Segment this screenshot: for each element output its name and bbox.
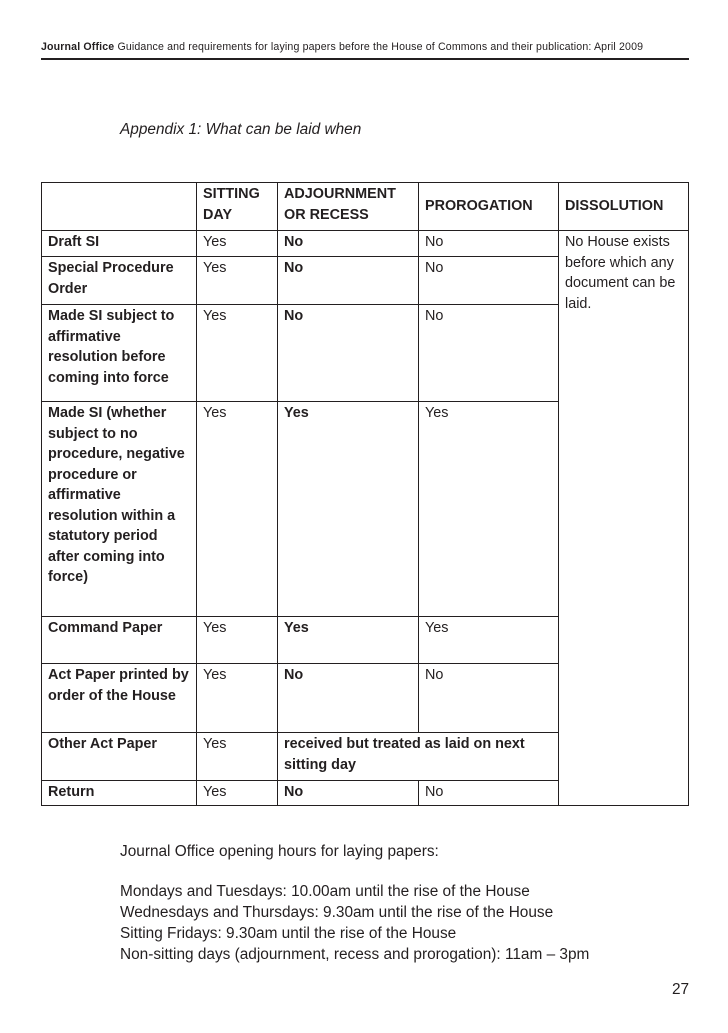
- cell-adjournment: No: [278, 664, 419, 733]
- row-label: Draft SI: [42, 231, 197, 257]
- row-label: Act Paper printed by order of the House: [42, 664, 197, 733]
- cell-prorogation: No: [419, 231, 559, 257]
- hours-line: Mondays and Tuesdays: 10.00am until the rise of the House: [120, 883, 530, 900]
- cell-sitting: Yes: [197, 402, 278, 617]
- cell-sitting: Yes: [197, 257, 278, 305]
- header-empty: [42, 183, 197, 231]
- running-header-office: Journal Office: [41, 41, 115, 53]
- header-adjournment: ADJOURNMENT OR RECESS: [278, 183, 419, 231]
- cell-prorogation: No: [419, 305, 559, 402]
- header-dissolution: DISSOLUTION: [559, 183, 689, 231]
- cell-sitting: Yes: [197, 664, 278, 733]
- cell-sitting: Yes: [197, 305, 278, 402]
- table-row: [42, 231, 689, 257]
- cell-adjournment: No: [278, 305, 419, 402]
- cell-received-merged: received but treated as laid on next sitting day: [278, 733, 559, 781]
- header-sitting-day: SITTING DAY: [197, 183, 278, 231]
- laying-table: [41, 182, 689, 806]
- cell-sitting: Yes: [197, 617, 278, 664]
- row-label: Other Act Paper: [42, 733, 197, 781]
- cell-sitting: Yes: [197, 231, 278, 257]
- row-label: Made SI subject to affirmative resolution before coming into force: [42, 305, 197, 402]
- running-header: [41, 41, 689, 53]
- cell-adjournment: Yes: [278, 617, 419, 664]
- hours-line: Non-sitting days (adjournment, recess and prorogation): 11am – 3pm: [120, 946, 590, 963]
- cell-adjournment: No: [278, 257, 419, 305]
- cell-sitting: Yes: [197, 733, 278, 781]
- cell-adjournment: No: [278, 231, 419, 257]
- cell-prorogation: No: [419, 664, 559, 733]
- cell-prorogation: No: [419, 781, 559, 806]
- row-label: Made SI (whether subject to no procedure, negative procedure or affirmative resolution within a statutory period after coming into force): [42, 402, 197, 617]
- hours-line: Sitting Fridays: 9.30am until the rise of the House: [120, 925, 457, 942]
- cell-prorogation: Yes: [419, 617, 559, 664]
- hours-intro: Journal Office opening hours for laying papers:: [120, 843, 439, 860]
- table-header-row: [42, 183, 689, 231]
- header-rule: [41, 58, 689, 60]
- cell-dissolution-note: No House exists before which any document can be laid.: [559, 231, 689, 806]
- running-header-title: Guidance and requirements for laying papers before the House of Commons and their publication: April 2009: [117, 41, 644, 53]
- row-label: Return: [42, 781, 197, 806]
- row-label: Special Procedure Order: [42, 257, 197, 305]
- cell-adjournment: No: [278, 781, 419, 806]
- hours-line: Wednesdays and Thursdays: 9.30am until the rise of the House: [120, 904, 554, 921]
- page-number: 27: [672, 981, 690, 998]
- cell-adjournment: Yes: [278, 402, 419, 617]
- appendix-title: Appendix 1: What can be laid when: [120, 121, 362, 138]
- cell-prorogation: Yes: [419, 402, 559, 617]
- cell-sitting: Yes: [197, 781, 278, 806]
- cell-prorogation: No: [419, 257, 559, 305]
- row-label: Command Paper: [42, 617, 197, 664]
- header-prorogation: PROROGATION: [419, 183, 559, 231]
